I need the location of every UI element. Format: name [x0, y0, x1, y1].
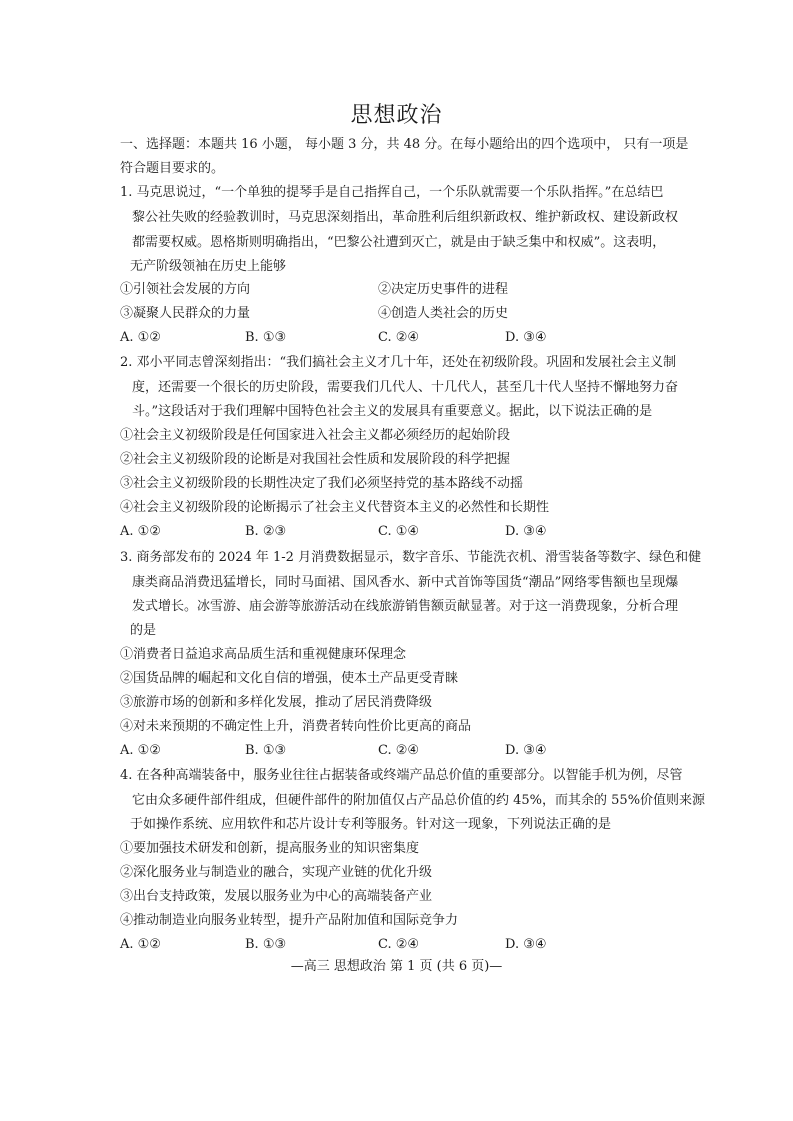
instructions-line: 符合题目要求的。 — [120, 161, 225, 176]
question-2-item: ①社会主义初级阶段是任何国家进入社会主义都必须经历的起始阶段 — [120, 428, 511, 443]
question-2-choice-c[interactable]: C. ①④ — [378, 524, 420, 539]
question-1-item: ①引领社会发展的方向 — [120, 282, 251, 297]
question-1-stem: 黎公社失败的经验教训时，马克思深刻指出，革命胜利后组织新政权、维护新政权、建设新政权 — [132, 210, 679, 225]
question-1-stem: 都需要权威。恩格斯则明确指出，“巴黎公社遭到灭亡，就是由于缺乏集中和权威”。这表明， — [132, 235, 666, 250]
question-3-item: ④对未来预期的不确定性上升，消费者转向性价比更高的商品 — [120, 719, 472, 734]
question-4-choice-a[interactable]: A. ①② — [120, 937, 161, 952]
question-3-stem: 康类商品消费迅猛增长，同时马面裙、国风香水、新中式首饰等国货“潮品”网络零售额也呈现爆 — [132, 575, 679, 590]
question-3-item: ①消费者日益追求高品质生活和重视健康环保理念 — [120, 647, 407, 662]
question-4-stem: 4. 在各种高端装备中，服务业往往占据装备或终端产品总价值的重要部分。以智能手机为例，尽管 — [120, 768, 683, 783]
question-1-stem: 无产阶级领袖在历史上能够 — [130, 259, 287, 274]
question-3-stem: 发式增长。冰雪游、庙会游等旅游活动在线旅游销售额贡献显著。对于这一消费现象，分析合理 — [132, 599, 679, 614]
question-2-choice-d[interactable]: D. ③④ — [505, 524, 547, 539]
question-4-choice-b[interactable]: B. ①③ — [245, 937, 287, 952]
question-1-choice-a[interactable]: A. ①② — [120, 330, 161, 345]
question-3-choice-c[interactable]: C. ②④ — [378, 743, 420, 758]
question-4-stem: 于如操作系统、应用软件和芯片设计专利等服务。针对这一现象，下列说法正确的是 — [130, 817, 612, 832]
question-4-item: ④推动制造业向服务业转型，提升产品附加值和国际竞争力 — [120, 913, 459, 928]
question-4-item: ③出台支持政策，发展以服务业为中心的高端装备产业 — [120, 889, 433, 904]
question-3-choice-d[interactable]: D. ③④ — [505, 743, 547, 758]
question-4-choice-d[interactable]: D. ③④ — [505, 937, 547, 952]
question-4-item: ①要加强技术研发和创新，提高服务业的知识密集度 — [120, 841, 420, 856]
question-2-choice-b[interactable]: B. ②③ — [245, 524, 287, 539]
question-3-item: ②国货品牌的崛起和文化自信的增强，使本土产品更受青睐 — [120, 671, 459, 686]
question-2-stem: 度，还需要一个很长的历史阶段，需要我们几代人、十几代人，甚至几十代人坚持不懈地努力奋 — [132, 380, 679, 395]
question-1-stem: 1. 马克思说过，“一个单独的提琴手是自己指挥自己，一个乐队就需要一个乐队指挥。”在总结巴 — [120, 185, 664, 200]
page-title: 思想政治 — [350, 103, 443, 128]
page-footer: —高三 思想政治 第 1 页 (共 6 页)— — [290, 959, 503, 974]
instructions-line: 一、选择题：本题共 16 小题， 每小题 3 分，共 48 分。在每小题给出的四个选项中， 只有一项是 — [120, 137, 689, 152]
question-1-item: ④创造人类社会的历史 — [378, 306, 509, 321]
question-3-stem: 的是 — [130, 623, 157, 638]
question-1-choice-d[interactable]: D. ③④ — [505, 330, 547, 345]
question-2-item: ③社会主义初级阶段的长期性决定了我们必须坚持党的基本路线不动摇 — [120, 476, 524, 491]
question-3-choice-a[interactable]: A. ①② — [120, 743, 161, 758]
question-2-choice-a[interactable]: A. ①② — [120, 524, 161, 539]
question-3-stem: 3. 商务部发布的 2024 年 1-2 月消费数据显示，数字音乐、节能洗衣机、滑雪装备等数字、绿色和健 — [120, 550, 702, 565]
question-4-choice-c[interactable]: C. ②④ — [378, 937, 420, 952]
question-2-item: ④社会主义初级阶段的论断揭示了社会主义代替资本主义的必然性和长期性 — [120, 500, 550, 515]
question-1-item: ②决定历史事件的进程 — [378, 282, 509, 297]
question-1-choice-b[interactable]: B. ①③ — [245, 330, 287, 345]
question-1-item: ③凝聚人民群众的力量 — [120, 306, 251, 321]
question-3-item: ③旅游市场的创新和多样化发展，推动了居民消费降级 — [120, 695, 433, 710]
question-2-stem: 2. 邓小平同志曾深刻指出：“我们搞社会主义才几十年，还处在初级阶段。巩固和发展社会主义制 — [120, 355, 677, 370]
question-2-stem: 斗。”这段话对于我们理解中国特色社会主义的发展具有重要意义。据此，以下说法正确的是 — [132, 404, 653, 419]
question-4-item: ②深化服务业与制造业的融合，实现产业链的优化升级 — [120, 865, 433, 880]
question-4-stem: 它由众多硬件部件组成，但硬件部件的附加值仅占产品总价值的约 45%，而其余的 55%价值则来源 — [132, 793, 706, 808]
question-2-item: ②社会主义初级阶段的论断是对我国社会性质和发展阶段的科学把握 — [120, 452, 511, 467]
question-1-choice-c[interactable]: C. ②④ — [378, 330, 420, 345]
question-3-choice-b[interactable]: B. ①③ — [245, 743, 287, 758]
